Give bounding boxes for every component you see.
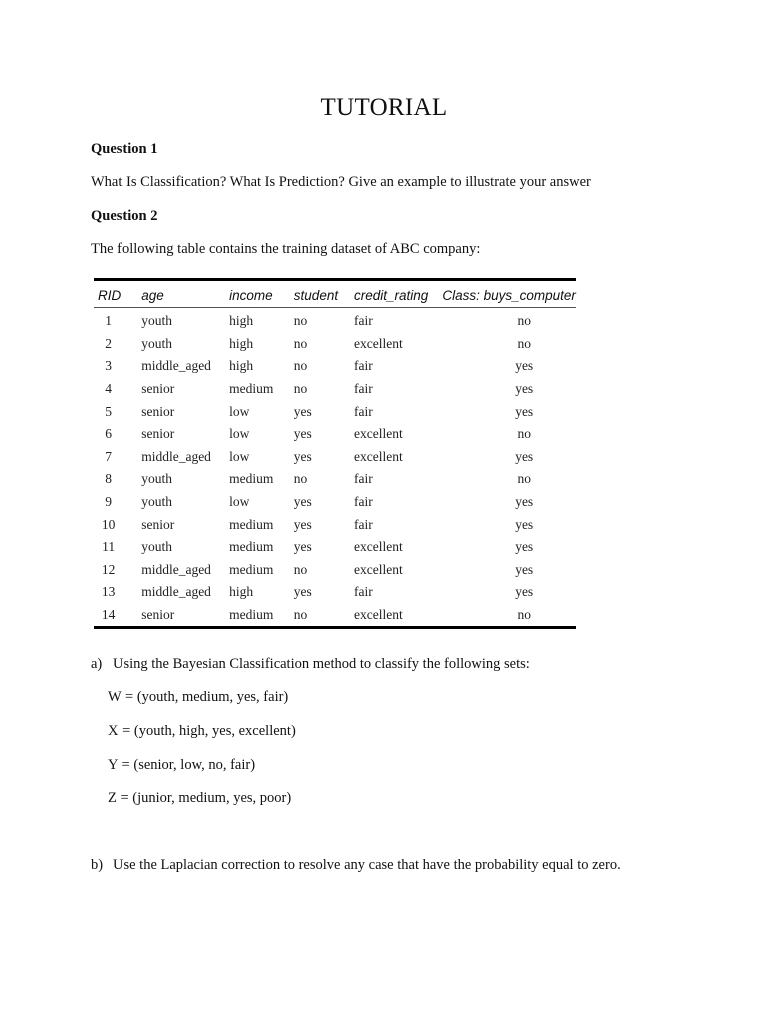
cell-credit-rating: fair (353, 516, 373, 532)
cell-credit-rating: excellent (353, 335, 403, 351)
table-row (94, 559, 576, 582)
cell-rid: 8 (105, 471, 112, 487)
cell-age: senior (141, 403, 175, 419)
cell-student: yes (293, 448, 312, 464)
cell-credit-rating: fair (353, 358, 373, 374)
cell-age: youth (141, 335, 172, 351)
part-a-marker: a) (91, 656, 103, 672)
cell-credit-rating: fair (353, 313, 373, 329)
header-age: age (141, 280, 229, 308)
cell-age: middle_aged (141, 358, 211, 374)
part-b-text: Use the Laplacian correction to resolve any case that have the probability equal to zero. (113, 857, 621, 873)
cell-income: medium (229, 516, 274, 532)
table-row (94, 513, 576, 536)
cell-income: low (229, 494, 250, 510)
cell-class: no (517, 471, 531, 487)
cell-rid: 9 (105, 494, 112, 510)
cell-class: yes (515, 448, 534, 464)
cell-income: medium (229, 381, 274, 397)
cell-age: youth (141, 313, 172, 329)
cell-rid: 4 (105, 381, 112, 397)
cell-student: yes (293, 426, 312, 442)
cell-class: no (517, 313, 531, 329)
cell-credit-rating: fair (353, 584, 373, 600)
header-class: Class: buys_computer (442, 280, 576, 308)
cell-credit-rating: excellent (353, 539, 403, 555)
cell-class: yes (515, 584, 534, 600)
cell-rid: 6 (105, 426, 112, 442)
table-row (94, 400, 576, 423)
table-row (94, 333, 576, 356)
cell-student: yes (293, 539, 312, 555)
cell-class: yes (515, 561, 534, 577)
cell-age: youth (141, 471, 172, 487)
training-dataset-table (94, 278, 576, 629)
header-student: student (294, 280, 354, 308)
cell-student: yes (293, 494, 312, 510)
cell-class: yes (515, 403, 534, 419)
cell-age: middle_aged (141, 584, 211, 600)
cell-student: no (293, 335, 308, 351)
set-x: X = (youth, high, yes, excellent) (108, 723, 296, 739)
cell-class: no (517, 335, 531, 351)
cell-income: medium (229, 471, 274, 487)
table-body (94, 308, 576, 628)
cell-rid: 2 (105, 335, 112, 351)
cell-rid: 3 (105, 358, 112, 374)
cell-student: no (293, 381, 308, 397)
cell-age: senior (141, 607, 175, 623)
cell-class: yes (515, 494, 534, 510)
cell-student: no (293, 358, 308, 374)
cell-credit-rating: excellent (353, 448, 403, 464)
cell-income: high (229, 335, 254, 351)
part-b (91, 857, 621, 874)
cell-income: high (229, 584, 254, 600)
table-row (94, 536, 576, 559)
set-z: Z = (junior, medium, yes, poor) (108, 790, 292, 806)
cell-rid: 10 (101, 516, 116, 532)
header-income: income (229, 280, 294, 308)
cell-class: no (517, 426, 531, 442)
cell-student: no (293, 313, 308, 329)
cell-class: yes (515, 358, 534, 374)
part-b-marker: b) (91, 857, 104, 873)
cell-credit-rating: fair (353, 381, 373, 397)
cell-credit-rating: excellent (353, 561, 403, 577)
cell-rid: 12 (101, 561, 116, 577)
table-row (94, 378, 576, 401)
cell-age: middle_aged (141, 561, 211, 577)
cell-rid: 5 (105, 403, 112, 419)
question-2-intro: The following table contains the training dataset of ABC company: (91, 241, 481, 257)
cell-credit-rating: excellent (353, 607, 403, 623)
cell-class: yes (515, 516, 534, 532)
cell-age: youth (141, 539, 172, 555)
cell-age: senior (141, 516, 175, 532)
cell-income: low (229, 426, 250, 442)
cell-student: yes (293, 516, 312, 532)
table-row (94, 423, 576, 446)
cell-student: no (293, 561, 308, 577)
question-2-heading: Question 2 (91, 208, 158, 224)
cell-class: yes (515, 539, 534, 555)
cell-age: senior (141, 381, 175, 397)
cell-income: low (229, 403, 250, 419)
cell-age: middle_aged (141, 448, 211, 464)
cell-student: yes (293, 403, 312, 419)
table-row (94, 355, 576, 378)
cell-student: no (293, 607, 308, 623)
cell-rid: 11 (102, 539, 116, 555)
table-row (94, 491, 576, 514)
cell-credit-rating: fair (353, 403, 373, 419)
set-w: W = (youth, medium, yes, fair) (108, 689, 289, 705)
cell-rid: 7 (105, 448, 112, 464)
cell-student: no (293, 471, 308, 487)
cell-income: medium (229, 561, 274, 577)
question-1-heading: Question 1 (91, 141, 158, 157)
page-title: TUTORIAL (320, 94, 448, 121)
table-header-row (94, 280, 576, 308)
cell-rid: 1 (105, 313, 112, 329)
cell-class: yes (515, 381, 534, 397)
part-a (91, 656, 530, 673)
cell-income: medium (229, 607, 274, 623)
cell-age: senior (141, 426, 175, 442)
cell-income: high (229, 358, 254, 374)
table-row (94, 581, 576, 604)
cell-class: no (517, 607, 531, 623)
cell-credit-rating: excellent (353, 426, 403, 442)
cell-rid: 14 (101, 607, 116, 623)
cell-income: low (229, 448, 250, 464)
table-row (94, 468, 576, 491)
table-row (94, 604, 576, 628)
part-a-text: Using the Bayesian Classification method to classify the following sets: (113, 656, 530, 672)
cell-credit-rating: fair (353, 494, 373, 510)
set-y: Y = (senior, low, no, fair) (108, 757, 256, 773)
cell-rid: 13 (101, 584, 116, 600)
question-1-text: What Is Classification? What Is Prediction? Give an example to illustrate your answer (91, 174, 591, 190)
header-rid: RID (94, 280, 141, 308)
cell-student: yes (293, 584, 312, 600)
cell-income: medium (229, 539, 274, 555)
table-row (94, 446, 576, 469)
cell-age: youth (141, 494, 172, 510)
table-row (94, 308, 576, 333)
cell-income: high (229, 313, 254, 329)
cell-credit-rating: fair (353, 471, 373, 487)
header-credit-rating: credit_rating (354, 280, 442, 308)
